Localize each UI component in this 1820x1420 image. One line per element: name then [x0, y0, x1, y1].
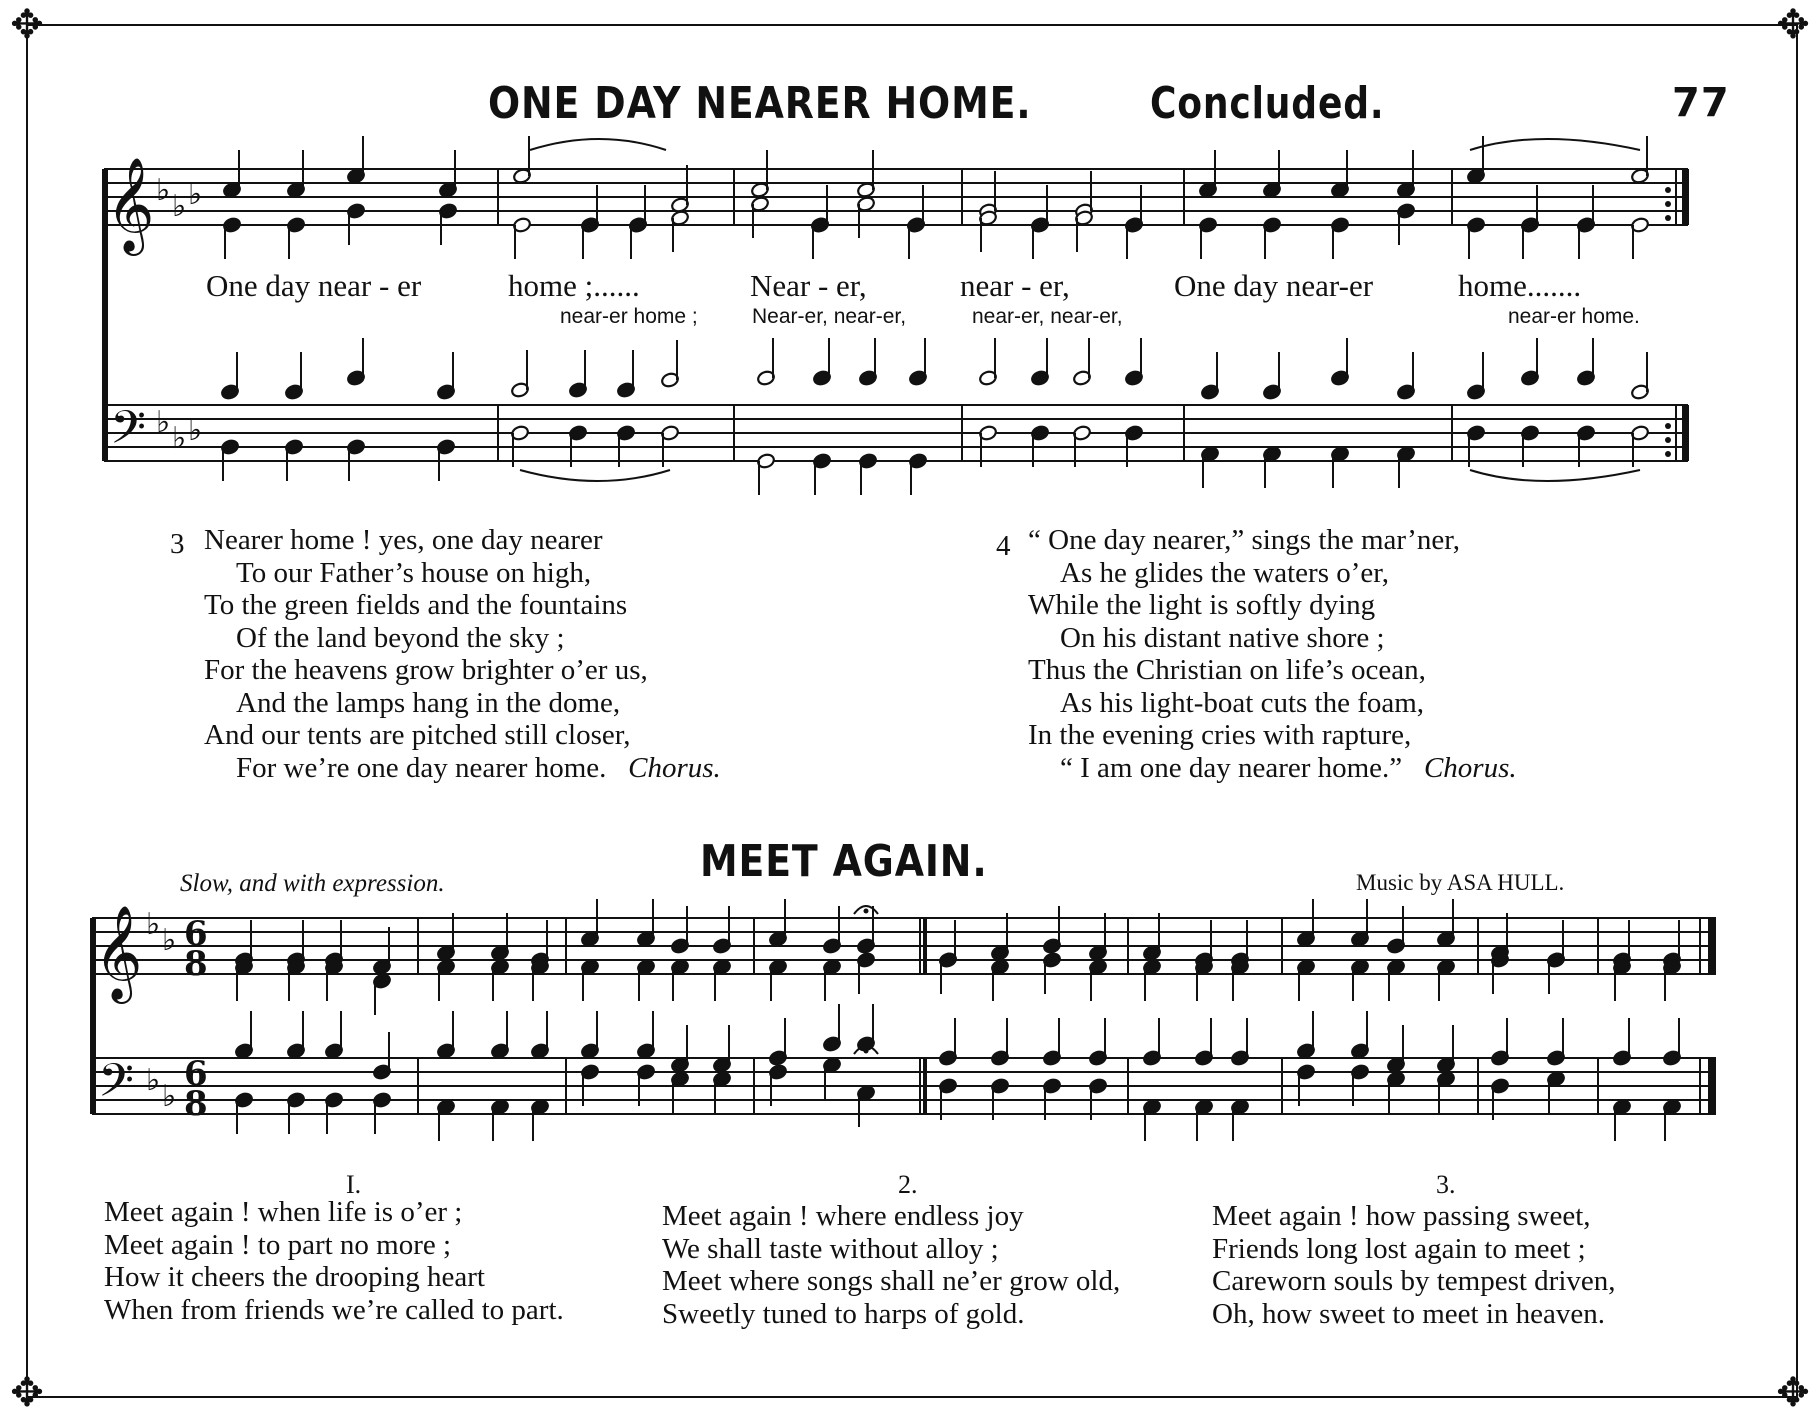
svg-text:♭: ♭ [172, 189, 187, 224]
lyric-syllable: home ;...... [508, 268, 640, 303]
lyric-syllable: home....... [1458, 268, 1582, 303]
svg-text:♭: ♭ [188, 177, 203, 212]
svg-text:♭: ♭ [188, 413, 203, 448]
lyric-syllable: One day near-er [1174, 268, 1374, 303]
verse-number: I. [346, 1170, 362, 1199]
song2-notes [234, 899, 1681, 1141]
corner-ornament-icon: ✥ [10, 2, 44, 48]
time-signature-bottom: 8 [184, 944, 208, 984]
key-signature-icon [146, 907, 176, 1114]
treble-clef-icon: 𝄞 [106, 157, 155, 252]
time-signature-top: 6 [184, 914, 208, 954]
stanza-number: 4 [996, 530, 1011, 562]
verse-number: 3. [1436, 1170, 1456, 1199]
time-signature-bottom: 8 [184, 1084, 208, 1124]
svg-text:♭: ♭ [162, 1079, 177, 1114]
lyric-echo: near-er home. [1508, 305, 1640, 328]
corner-ornament-icon: ✥ [1776, 2, 1810, 48]
song-title: ONE DAY NEARER HOME. [488, 78, 1032, 129]
lyric-syllable: One day near - er [206, 268, 422, 303]
svg-text:♭: ♭ [146, 907, 161, 942]
corner-ornament-icon: ✥ [10, 1370, 44, 1416]
composer-credit: Music by ASA HULL. [1356, 870, 1565, 895]
svg-text:♭: ♭ [146, 1063, 161, 1098]
time-signature-top: 6 [184, 1054, 208, 1094]
song2-final-bar [1708, 918, 1716, 974]
fermata-icon [864, 909, 869, 914]
lyric-echo: near-er, near-er, [972, 305, 1123, 328]
svg-text:♭: ♭ [156, 173, 171, 208]
svg-text:♭: ♭ [172, 421, 187, 456]
bass-clef-icon: 𝄢 [110, 401, 147, 466]
chorus-marker: Chorus. [628, 751, 721, 784]
song2-double-bar [923, 918, 927, 974]
treble-clef-icon: 𝄞 [94, 905, 143, 1000]
svg-text:♭: ♭ [162, 923, 177, 958]
corner-ornament-icon: ✥ [1776, 1370, 1810, 1416]
fermata-icon [854, 906, 878, 1054]
lyric-echo: near-er home ; [560, 305, 698, 328]
lyric-echo: Near-er, near-er, [752, 305, 907, 328]
page-number: 77 [1672, 80, 1730, 126]
svg-text:♭: ♭ [156, 405, 171, 440]
song2-title: MEET AGAIN. [700, 836, 988, 887]
verse-1: Meet again ! when life is o’er ; Meet again ! to part no more ; How it cheers the drooping heart When from friends we’re called to part. [104, 1196, 564, 1326]
stanza-3: Nearer home ! yes, one day nearer To our Father’s house on high, To the green fields and the fountains Of the land beyond the sky ; For the heavens grow brighter o’er us, And the lamps hang in the dome, And our tents are pitched still closer, For we’re one day nearer home. Chorus. [204, 524, 721, 784]
verse-2: Meet again ! where endless joy We shall taste without alloy ; Meet where songs shall ne’er grow old, Sweetly tuned to harps of gold. [662, 1200, 1121, 1330]
stanza-number: 3 [170, 528, 185, 560]
verse-3: Meet again ! how passing sweet, Friends long lost again to meet ; Careworn souls by tempest driven, Oh, how sweet to meet in heaven. [1212, 1200, 1616, 1330]
lyric-syllable: Near - er, [750, 268, 867, 303]
lyric-syllable: near - er, [960, 268, 1070, 303]
title-concluded: Concluded. [1150, 78, 1385, 129]
bass-clef-icon: 𝄢 [98, 1054, 135, 1119]
tempo-marking: Slow, and with expression. [180, 870, 445, 897]
song2-final-bar [1708, 1058, 1716, 1114]
verse-number: 2. [898, 1170, 918, 1199]
chorus-marker: Chorus. [1423, 751, 1517, 784]
song2-double-bar [923, 1058, 927, 1114]
stanza-4: “ One day nearer,” sings the mar’ner, As he glides the waters o’er, While the light is softly dying On his distant native shore ; Thus the Christian on life’s ocean, As his light-boat cuts the foam, In the evening cries with rapture, “ I am one day nearer home.” Chorus. [1028, 524, 1517, 784]
